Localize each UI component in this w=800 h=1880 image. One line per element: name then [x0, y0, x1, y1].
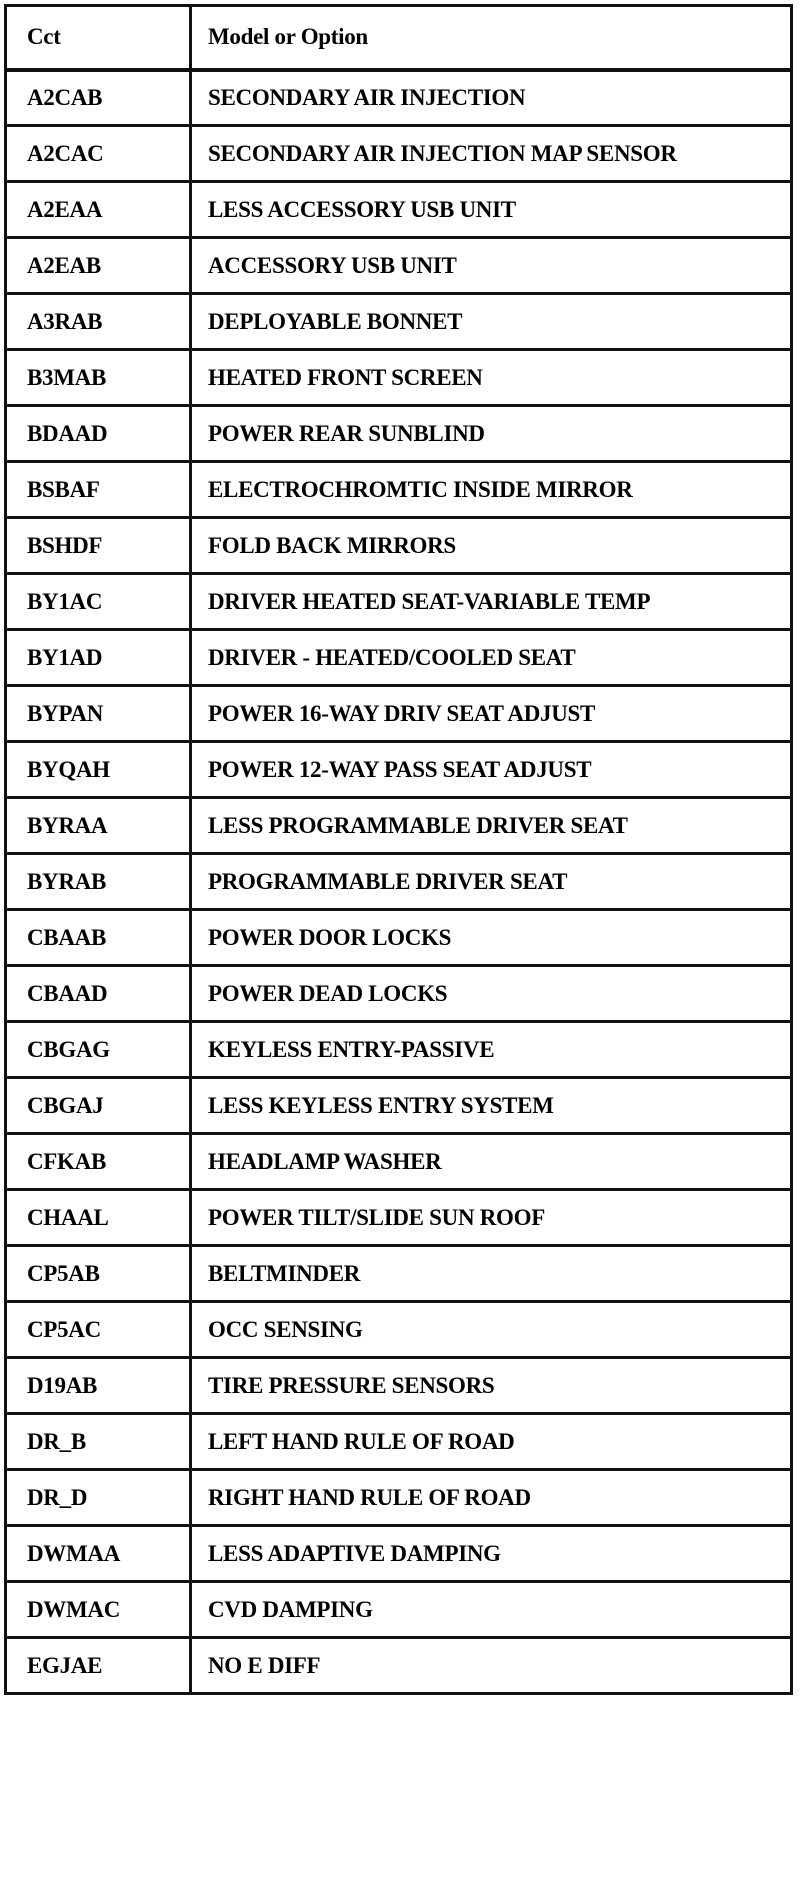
cct-code-cell: BSHDF [6, 518, 191, 574]
table-row [6, 238, 792, 294]
cct-code-cell: BSBAF [6, 462, 191, 518]
model-or-option-cell: DRIVER - HEATED/COOLED SEAT [191, 630, 792, 686]
cct-code-cell: CHAAL [6, 1190, 191, 1246]
model-or-option-cell: LESS PROGRAMMABLE DRIVER SEAT [191, 798, 792, 854]
table-row [6, 742, 792, 798]
cct-code-cell: CP5AC [6, 1302, 191, 1358]
table-row [6, 350, 792, 406]
model-or-option-cell: HEADLAMP WASHER [191, 1134, 792, 1190]
model-or-option-cell: SECONDARY AIR INJECTION [191, 70, 792, 126]
model-or-option-cell: DRIVER HEATED SEAT-VARIABLE TEMP [191, 574, 792, 630]
table-row [6, 1638, 792, 1694]
model-or-option-cell: POWER DOOR LOCKS [191, 910, 792, 966]
model-or-option-cell: SECONDARY AIR INJECTION MAP SENSOR [191, 126, 792, 182]
model-or-option-cell: BELTMINDER [191, 1246, 792, 1302]
table-row [6, 854, 792, 910]
model-or-option-cell: OCC SENSING [191, 1302, 792, 1358]
cct-code-cell: DR_D [6, 1470, 191, 1526]
cct-code-cell: A2CAC [6, 126, 191, 182]
cct-code-cell: BY1AC [6, 574, 191, 630]
model-or-option-cell: POWER TILT/SLIDE SUN ROOF [191, 1190, 792, 1246]
table-row [6, 1022, 792, 1078]
table-row [6, 1414, 792, 1470]
header-model-or-option: Model or Option [191, 6, 792, 70]
cct-code-cell: B3MAB [6, 350, 191, 406]
cct-code-cell: DR_B [6, 1414, 191, 1470]
model-or-option-cell: POWER 12-WAY PASS SEAT ADJUST [191, 742, 792, 798]
model-or-option-cell: POWER 16-WAY DRIV SEAT ADJUST [191, 686, 792, 742]
table-row [6, 1190, 792, 1246]
table-row [6, 798, 792, 854]
cct-code-cell: CBAAD [6, 966, 191, 1022]
model-or-option-cell: DEPLOYABLE BONNET [191, 294, 792, 350]
cct-code-cell: DWMAA [6, 1526, 191, 1582]
cct-code-cell: A2EAB [6, 238, 191, 294]
cct-code-cell: DWMAC [6, 1582, 191, 1638]
cct-code-cell: BY1AD [6, 630, 191, 686]
cct-code-cell: D19AB [6, 1358, 191, 1414]
table-row [6, 1246, 792, 1302]
table-row [6, 294, 792, 350]
model-or-option-cell: KEYLESS ENTRY-PASSIVE [191, 1022, 792, 1078]
table-row [6, 1358, 792, 1414]
table-row [6, 406, 792, 462]
table-row [6, 518, 792, 574]
cct-code-cell: A2CAB [6, 70, 191, 126]
cct-code-cell: CBAAB [6, 910, 191, 966]
table-body [6, 70, 792, 1694]
model-or-option-cell: ACCESSORY USB UNIT [191, 238, 792, 294]
model-or-option-cell: LESS KEYLESS ENTRY SYSTEM [191, 1078, 792, 1134]
cct-code-cell: BDAAD [6, 406, 191, 462]
cct-code-cell: CP5AB [6, 1246, 191, 1302]
model-or-option-cell: ELECTROCHROMTIC INSIDE MIRROR [191, 462, 792, 518]
cct-code-cell: BYPAN [6, 686, 191, 742]
cct-code-cell: BYQAH [6, 742, 191, 798]
model-or-option-cell: HEATED FRONT SCREEN [191, 350, 792, 406]
cct-code-cell: CBGAJ [6, 1078, 191, 1134]
table-row [6, 630, 792, 686]
table-row [6, 1526, 792, 1582]
table-row [6, 462, 792, 518]
model-or-option-cell: POWER DEAD LOCKS [191, 966, 792, 1022]
model-or-option-cell: LESS ADAPTIVE DAMPING [191, 1526, 792, 1582]
cct-code-cell: A3RAB [6, 294, 191, 350]
options-table-container [4, 4, 790, 1695]
model-or-option-cell: CVD DAMPING [191, 1582, 792, 1638]
model-or-option-cell: FOLD BACK MIRRORS [191, 518, 792, 574]
table-row [6, 126, 792, 182]
model-or-option-cell: NO E DIFF [191, 1638, 792, 1694]
table-row [6, 910, 792, 966]
cct-code-cell: CFKAB [6, 1134, 191, 1190]
table-row [6, 70, 792, 126]
header-cct: Cct [6, 6, 191, 70]
table-row [6, 1470, 792, 1526]
model-or-option-cell: POWER REAR SUNBLIND [191, 406, 792, 462]
table-row [6, 182, 792, 238]
table-row [6, 686, 792, 742]
cct-code-cell: BYRAA [6, 798, 191, 854]
header-row [6, 6, 792, 70]
options-table [4, 4, 793, 1695]
table-row [6, 1078, 792, 1134]
model-or-option-cell: RIGHT HAND RULE OF ROAD [191, 1470, 792, 1526]
table-row [6, 1582, 792, 1638]
model-or-option-cell: TIRE PRESSURE SENSORS [191, 1358, 792, 1414]
table-header [6, 6, 792, 70]
cct-code-cell: CBGAG [6, 1022, 191, 1078]
model-or-option-cell: LESS ACCESSORY USB UNIT [191, 182, 792, 238]
table-row [6, 1134, 792, 1190]
cct-code-cell: A2EAA [6, 182, 191, 238]
table-row [6, 966, 792, 1022]
table-row [6, 574, 792, 630]
model-or-option-cell: PROGRAMMABLE DRIVER SEAT [191, 854, 792, 910]
cct-code-cell: BYRAB [6, 854, 191, 910]
table-row [6, 1302, 792, 1358]
model-or-option-cell: LEFT HAND RULE OF ROAD [191, 1414, 792, 1470]
cct-code-cell: EGJAE [6, 1638, 191, 1694]
